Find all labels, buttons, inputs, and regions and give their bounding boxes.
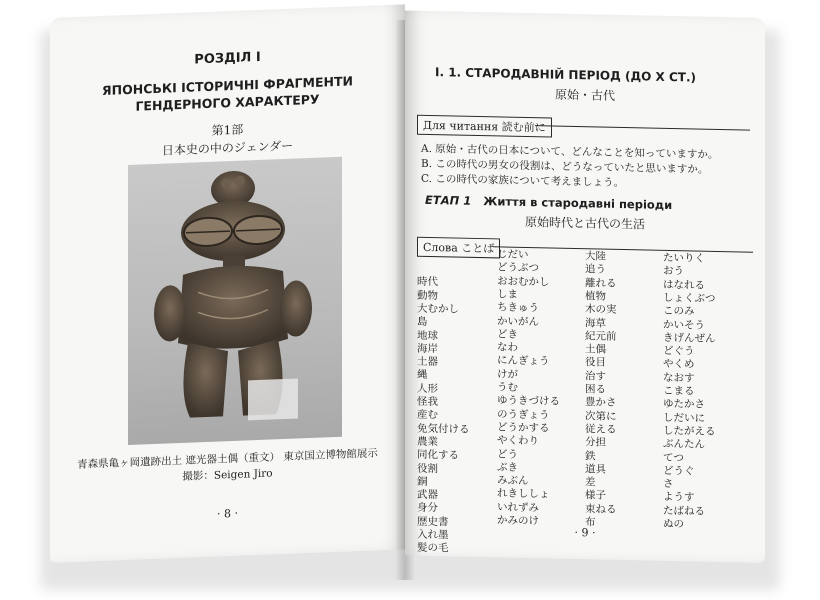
- vocab-word: きげんぜん: [663, 331, 716, 345]
- vocab-word: ぶんたん: [663, 438, 705, 451]
- vocab-word: 銅: [417, 475, 428, 488]
- vocab-word: ようす: [663, 491, 695, 504]
- vocab-word: 紀元前: [585, 330, 617, 343]
- vocab-word: かみのけ: [497, 514, 539, 528]
- left-page: [50, 4, 405, 563]
- vocab-word: 木の実: [585, 303, 617, 317]
- vocab-word: 身分: [417, 502, 438, 515]
- vocab-word: ぬの: [663, 517, 684, 531]
- vocab-word: 束ねる: [585, 502, 617, 516]
- reading-rule: [535, 125, 750, 131]
- vocab-word: かいがん: [497, 314, 539, 328]
- question-b: B. この時代の男女の役割は、どうなっていたと思いますか。: [421, 157, 709, 176]
- vocab-word: 布: [585, 516, 596, 529]
- vocab-word: 分担: [585, 436, 606, 449]
- question-c: C. この時代の家族について考えましょう。: [421, 172, 625, 190]
- part-heading: 第1部: [211, 122, 244, 138]
- vocab-word: おおむかし: [497, 274, 550, 289]
- vocab-word: はなれる: [663, 278, 705, 292]
- photo-credit: 撮影：Seigen Jiro: [182, 467, 273, 483]
- vocab-word: 植物: [585, 290, 606, 303]
- vocab-word: どぐう: [663, 344, 695, 358]
- vocab-word: このみ: [663, 305, 695, 318]
- vocab-word: 農業: [417, 435, 438, 449]
- vocab-word: みぶん: [497, 474, 529, 488]
- section-title: І. 1. СТАРОДАВНІЙ ПЕРІОД (ДО Х СТ.): [435, 65, 696, 85]
- figurine-illustration: [128, 157, 342, 445]
- vocab-word: 入れ墨: [417, 528, 449, 542]
- vocab-word: 島: [417, 315, 428, 329]
- vocab-word: 武器: [417, 488, 438, 502]
- vocab-word: おう: [663, 265, 684, 278]
- vocab-word: 怪我: [417, 395, 438, 409]
- vocab-word: しだいに: [663, 411, 705, 425]
- vocab-word: 離れる: [585, 276, 617, 290]
- vocab-word: どう: [497, 447, 518, 461]
- vocab-word: 髪の毛: [417, 542, 449, 555]
- vocab-word: 治す: [585, 369, 606, 383]
- page-number-left: · 8 ·: [217, 506, 238, 521]
- vocab-word: 大むかし: [417, 302, 459, 316]
- section-subtitle: 原始・古代: [554, 87, 615, 103]
- vocab-word: 産む: [417, 409, 438, 422]
- vocab-word: 豊かさ: [585, 396, 617, 410]
- vocab-word: 海草: [585, 316, 606, 330]
- vocab-word: ゆうきづける: [497, 394, 560, 409]
- vocab-word: 困る: [585, 383, 606, 396]
- vocab-word: ゆたかさ: [663, 398, 705, 412]
- vocab-word: 従える: [585, 423, 617, 436]
- right-page: [405, 10, 765, 563]
- vocab-word: こまる: [663, 384, 695, 398]
- vocab-word: 人形: [417, 382, 438, 395]
- vocab-word: 役割: [417, 462, 438, 475]
- vocab-word: ぶき: [497, 461, 518, 474]
- vocab-word: 鉄: [585, 449, 596, 462]
- chapter-title-line2: ГЕНДЕРНОГО ХАРАКТЕРУ: [135, 91, 320, 114]
- stage-heading: [425, 193, 745, 214]
- chapter-title-line1: ЯПОНСЬКІ ІСТОРИЧНІ ФРАГМЕНТИ: [102, 73, 353, 99]
- vocab-word: 道具: [585, 463, 606, 476]
- vocab-word: けが: [497, 368, 518, 381]
- stage-label: ЕТАП 1: [425, 192, 472, 208]
- vocab-word: 動物: [417, 289, 438, 302]
- vocab-word: 追う: [585, 263, 606, 276]
- chapter-title: [50, 70, 405, 118]
- vocab-word: 次第に: [585, 409, 617, 423]
- vocab-word: しま: [497, 288, 518, 301]
- vocab-word: たばねる: [663, 504, 705, 518]
- vocab-word: たいりく: [663, 251, 705, 265]
- vocab-word: れきししょ: [497, 487, 550, 501]
- vocab-word: さ: [663, 477, 674, 491]
- page-number-right: · 9 ·: [574, 526, 596, 540]
- vocab-word: のうぎょう: [497, 407, 550, 422]
- vocab-word: 同化する: [417, 448, 459, 462]
- vocab-word: てつ: [663, 451, 684, 464]
- vocab-word: 土偶: [585, 343, 606, 356]
- vocab-word: やくわり: [497, 434, 539, 448]
- part-subtitle: 日本史の中のジェンダー: [161, 138, 294, 158]
- vocab-word: したがえる: [663, 424, 716, 438]
- vocab-word: なおす: [663, 371, 695, 385]
- vocab-word: にんぎょう: [497, 354, 550, 368]
- vocab-word: 様子: [585, 489, 606, 503]
- vocab-word: 免気付ける: [417, 422, 470, 436]
- question-a: A. 原始・古代の日本について、どんなことを知っていますか。: [421, 142, 719, 162]
- vocab-word: 役目: [585, 356, 606, 370]
- vocab-word: どき: [497, 328, 518, 341]
- reading-label: Для читання 読む前に: [417, 115, 552, 138]
- vocab-word: どうぶつ: [497, 261, 539, 275]
- vocab-word: いれずみ: [497, 501, 539, 514]
- vocab-word: 時代: [417, 276, 438, 289]
- vocab-word: じだい: [497, 248, 529, 262]
- vocab-word: ちきゅう: [497, 301, 539, 315]
- vocab-word: うむ: [497, 381, 518, 394]
- photo-caption: 青森県亀ヶ岡遺跡出土 遮光器土偶（重文） 東京国立博物館展示: [77, 447, 378, 471]
- stage-title: Життя в стародавні періоди: [483, 194, 673, 213]
- vocab-word: やくめ: [663, 358, 695, 371]
- vocab-word: 歴史書: [417, 515, 449, 529]
- vocab-word: 地球: [417, 329, 438, 342]
- vocab-word: 大陸: [585, 250, 606, 263]
- words-label: Слова ことば: [417, 237, 500, 259]
- vocab-word: しょくぶつ: [663, 291, 716, 305]
- chapter-heading: РОЗДІЛ І: [194, 49, 261, 68]
- vocab-word: どうかする: [497, 421, 550, 435]
- vocab-word: かいそう: [663, 318, 705, 332]
- vocab-word: 縄: [417, 369, 428, 382]
- vocab-word: 土器: [417, 355, 438, 369]
- vocab-word: どうぐ: [663, 464, 695, 478]
- vocab-word: 海岸: [417, 342, 438, 355]
- dogu-figurine-photo: [128, 157, 342, 445]
- vocab-word: なわ: [497, 341, 518, 354]
- words-rule: [493, 246, 753, 252]
- vocab-word: 差: [585, 476, 596, 489]
- stage-subtitle: 原始時代と古代の生活: [524, 214, 645, 232]
